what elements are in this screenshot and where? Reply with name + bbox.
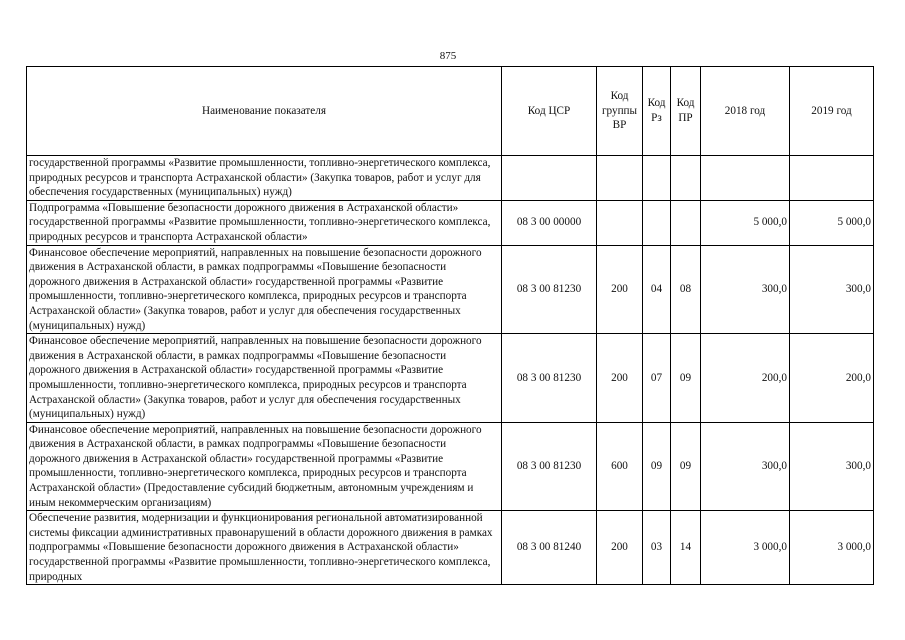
row-pr	[671, 156, 701, 201]
row-name: Подпрограмма «Повышение безопасности дорожного движения в Астраханской области» государственной программы «Развитие промышленности, топливно-энергетического комплекса, природных ресурсов и транспорта Астраханской области»	[27, 200, 502, 245]
row-pr: 09	[671, 334, 701, 423]
row-2018	[701, 156, 790, 201]
row-vr	[597, 156, 643, 201]
row-rz	[643, 200, 671, 245]
page-number: 875	[439, 50, 457, 62]
header-vr: Код группы ВР	[597, 67, 643, 156]
header-pr: Код ПР	[671, 67, 701, 156]
row-2018: 200,0	[701, 334, 790, 423]
row-2018: 3 000,0	[701, 511, 790, 585]
table-row	[27, 156, 874, 201]
row-rz: 07	[643, 334, 671, 423]
table-row	[27, 245, 874, 334]
row-rz: 09	[643, 422, 671, 511]
row-2019: 3 000,0	[790, 511, 874, 585]
row-csr: 08 3 00 00000	[502, 200, 597, 245]
row-csr: 08 3 00 81230	[502, 334, 597, 423]
row-vr: 200	[597, 511, 643, 585]
table-row	[27, 422, 874, 511]
row-2019: 200,0	[790, 334, 874, 423]
row-vr	[597, 200, 643, 245]
row-vr: 600	[597, 422, 643, 511]
row-name: государственной программы «Развитие промышленности, топливно-энергетического комплекса, природных ресурсов и транспорта Астраханской области» (Закупка товаров, работ и услуг для обеспечения государственных (муниципальных) нужд)	[27, 156, 502, 201]
row-pr: 08	[671, 245, 701, 334]
header-rz: Код Рз	[643, 67, 671, 156]
table-row	[27, 334, 874, 423]
row-name: Финансовое обеспечение мероприятий, направленных на повышение безопасности дорожного движения в Астраханской области, в рамках подпрограммы «Повышение безопасности дорожного движения в Астраханской области» государственной программы «Развитие промышленности, топливно-энергетического комплекса, природных ресурсов и транспорта Астраханской области» (Закупка товаров, работ и услуг для обеспечения государственных (муниципальных) нужд)	[27, 245, 502, 334]
row-csr: 08 3 00 81230	[502, 245, 597, 334]
table-row	[27, 511, 874, 585]
header-csr: Код ЦСР	[502, 67, 597, 156]
table-row	[27, 200, 874, 245]
row-name: Финансовое обеспечение мероприятий, направленных на повышение безопасности дорожного движения в Астраханской области, в рамках подпрограммы «Повышение безопасности дорожного движения в Астраханской области» государственной программы «Развитие промышленности, топливно-энергетического комплекса, природных ресурсов и транспорта Астраханской области» (Предоставление субсидий бюджетным, автономным учреждениям и иным некоммерческим организациям)	[27, 422, 502, 511]
row-vr: 200	[597, 334, 643, 423]
budget-table	[26, 66, 874, 585]
row-pr: 14	[671, 511, 701, 585]
row-2019: 300,0	[790, 245, 874, 334]
header-name: Наименование показателя	[27, 67, 502, 156]
row-rz	[643, 156, 671, 201]
row-2018: 5 000,0	[701, 200, 790, 245]
row-csr: 08 3 00 81240	[502, 511, 597, 585]
row-name: Финансовое обеспечение мероприятий, направленных на повышение безопасности дорожного движения в Астраханской области, в рамках подпрограммы «Повышение безопасности дорожного движения в Астраханской области» государственной программы «Развитие промышленности, топливно-энергетического комплекса, природных ресурсов и транспорта Астраханской области» (Закупка товаров, работ и услуг для обеспечения государственных (муниципальных) нужд)	[27, 334, 502, 423]
row-2019	[790, 156, 874, 201]
header-2018: 2018 год	[701, 67, 790, 156]
row-2019: 300,0	[790, 422, 874, 511]
row-2019: 5 000,0	[790, 200, 874, 245]
header-2019: 2019 год	[790, 67, 874, 156]
table-header-row	[27, 67, 874, 156]
row-rz: 03	[643, 511, 671, 585]
row-csr: 08 3 00 81230	[502, 422, 597, 511]
row-2018: 300,0	[701, 422, 790, 511]
row-csr	[502, 156, 597, 201]
row-2018: 300,0	[701, 245, 790, 334]
row-pr	[671, 200, 701, 245]
row-rz: 04	[643, 245, 671, 334]
row-name: Обеспечение развития, модернизации и функционирования региональной автоматизированной системы фиксации административных правонарушений в области дорожного движения в рамках подпрограммы «Повышение безопасности дорожного движения в Астраханской области» государственной программы «Развитие промышленности, топливно-энергетического комплекса, природных	[27, 511, 502, 585]
row-vr: 200	[597, 245, 643, 334]
row-pr: 09	[671, 422, 701, 511]
